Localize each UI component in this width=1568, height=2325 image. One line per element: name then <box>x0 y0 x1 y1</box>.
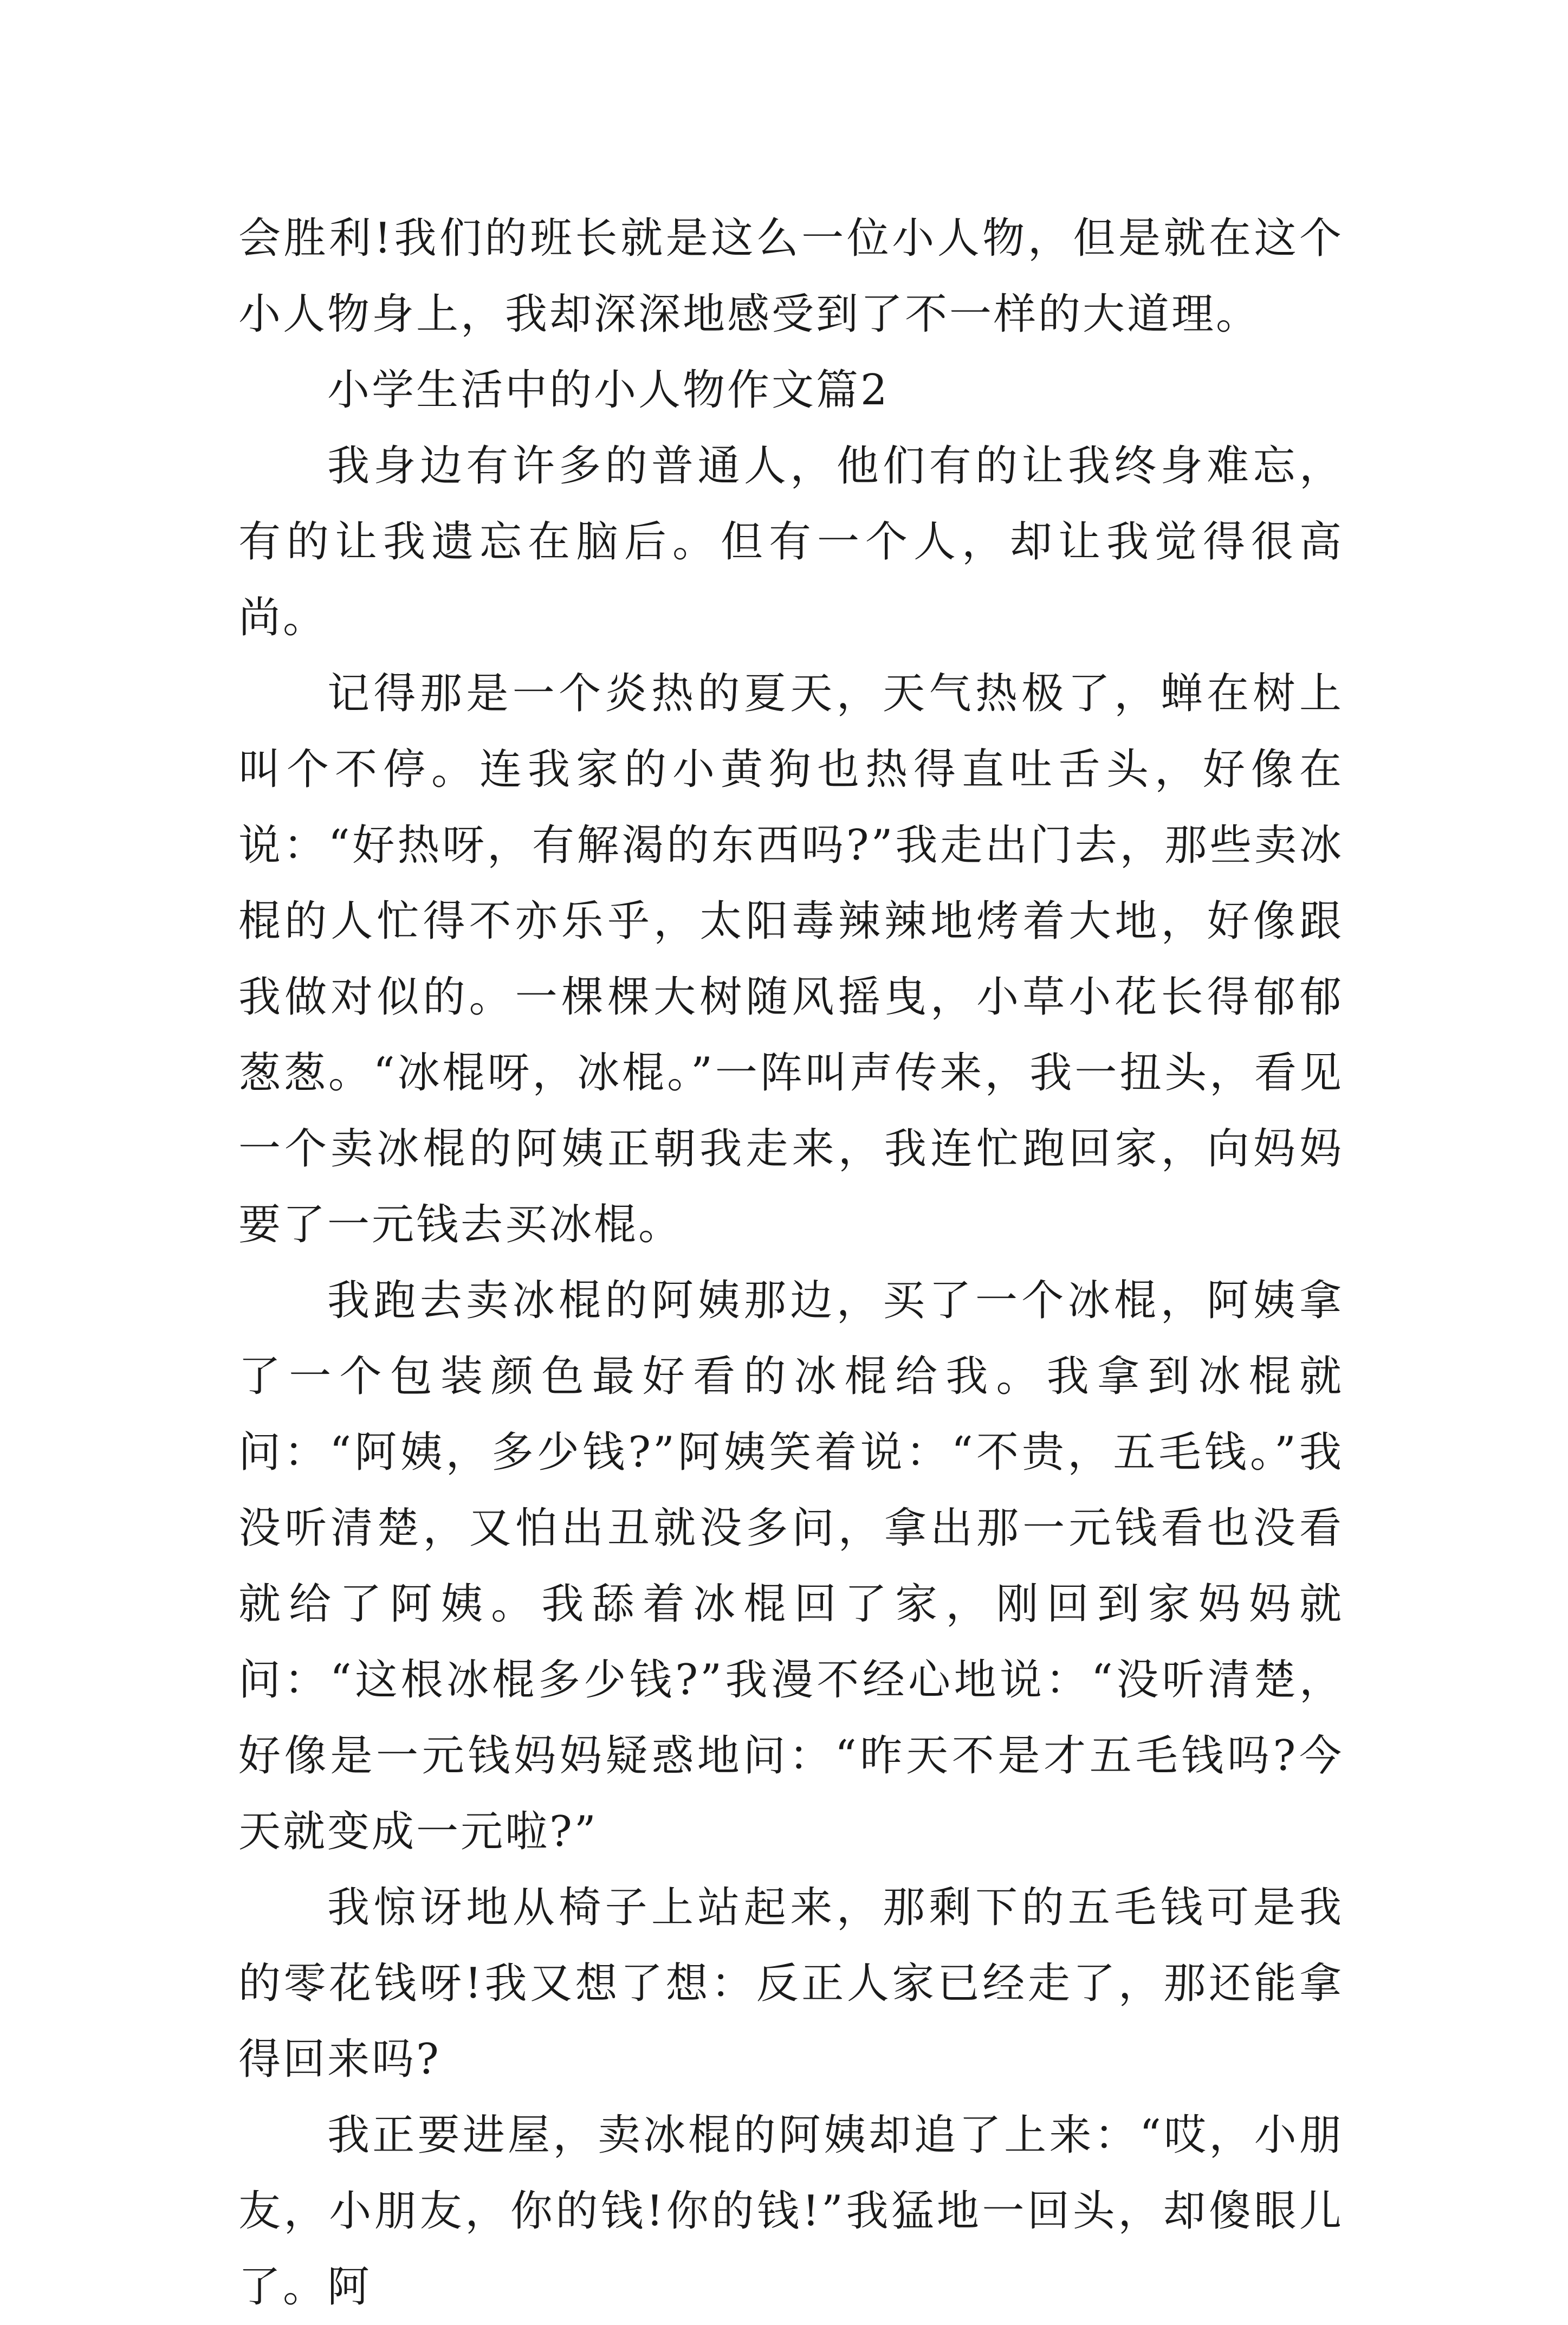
document-body <box>238 201 1344 2325</box>
paragraph-6: 我正要进屋，卖冰棍的阿姨却追了上来：“哎，小朋友，小朋友，你的钱!你的钱!”我猛地一回头，却傻眼儿了。阿 <box>238 2111 1344 2311</box>
paragraph-1: 会胜利!我们的班长就是这么一位小人物，但是就在这个小人物身上，我却深深地感受到了不一样的大道理。 <box>238 214 1344 339</box>
paragraph-2: 我身边有许多的普通人，他们有的让我终身难忘，有的让我遗忘在脑后。但有一个人，却让我觉得很高尚。 <box>238 442 1344 642</box>
section-title: 小学生活中的小人物作文篇2 <box>327 366 890 415</box>
paragraph-5: 我惊讶地从椅子上站起来，那剩下的五毛钱可是我的零花钱呀!我又想了想：反正人家已经走了，那还能拿得回来吗? <box>238 1883 1344 2084</box>
paragraph-3: 记得那是一个炎热的夏天，天气热极了，蝉在树上叫个不停。连我家的小黄狗也热得直吐舌头，好像在说：“好热呀，有解渴的东西吗?”我走出门去，那些卖冰棍的人忙得不亦乐乎，太阳毒辣辣地烤着大地，好像跟我做对似的。一棵棵大树随风摇曳，小草小花长得郁郁葱葱。“冰棍呀，冰棍。”一阵叫声传来，我一扭头，看见一个卖冰棍的阿姨正朝我走来，我连忙跑回家，向妈妈要了一元钱去买冰棍。 <box>238 669 1344 1249</box>
paragraph-4: 我跑去卖冰棍的阿姨那边，买了一个冰棍，阿姨拿了一个包装颜色最好看的冰棍给我。我拿到冰棍就问：“阿姨，多少钱?”阿姨笑着说：“不贵，五毛钱。”我没听清楚，又怕出丑就没多问，拿出那一元钱看也没看就给了阿姨。我舔着冰棍回了家，刚回到家妈妈就问：“这根冰棍多少钱?”我漫不经心地说：“没听清楚，好像是一元钱妈妈疑惑地问：“昨天不是才五毛钱吗?今天就变成一元啦?” <box>238 1276 1344 1856</box>
